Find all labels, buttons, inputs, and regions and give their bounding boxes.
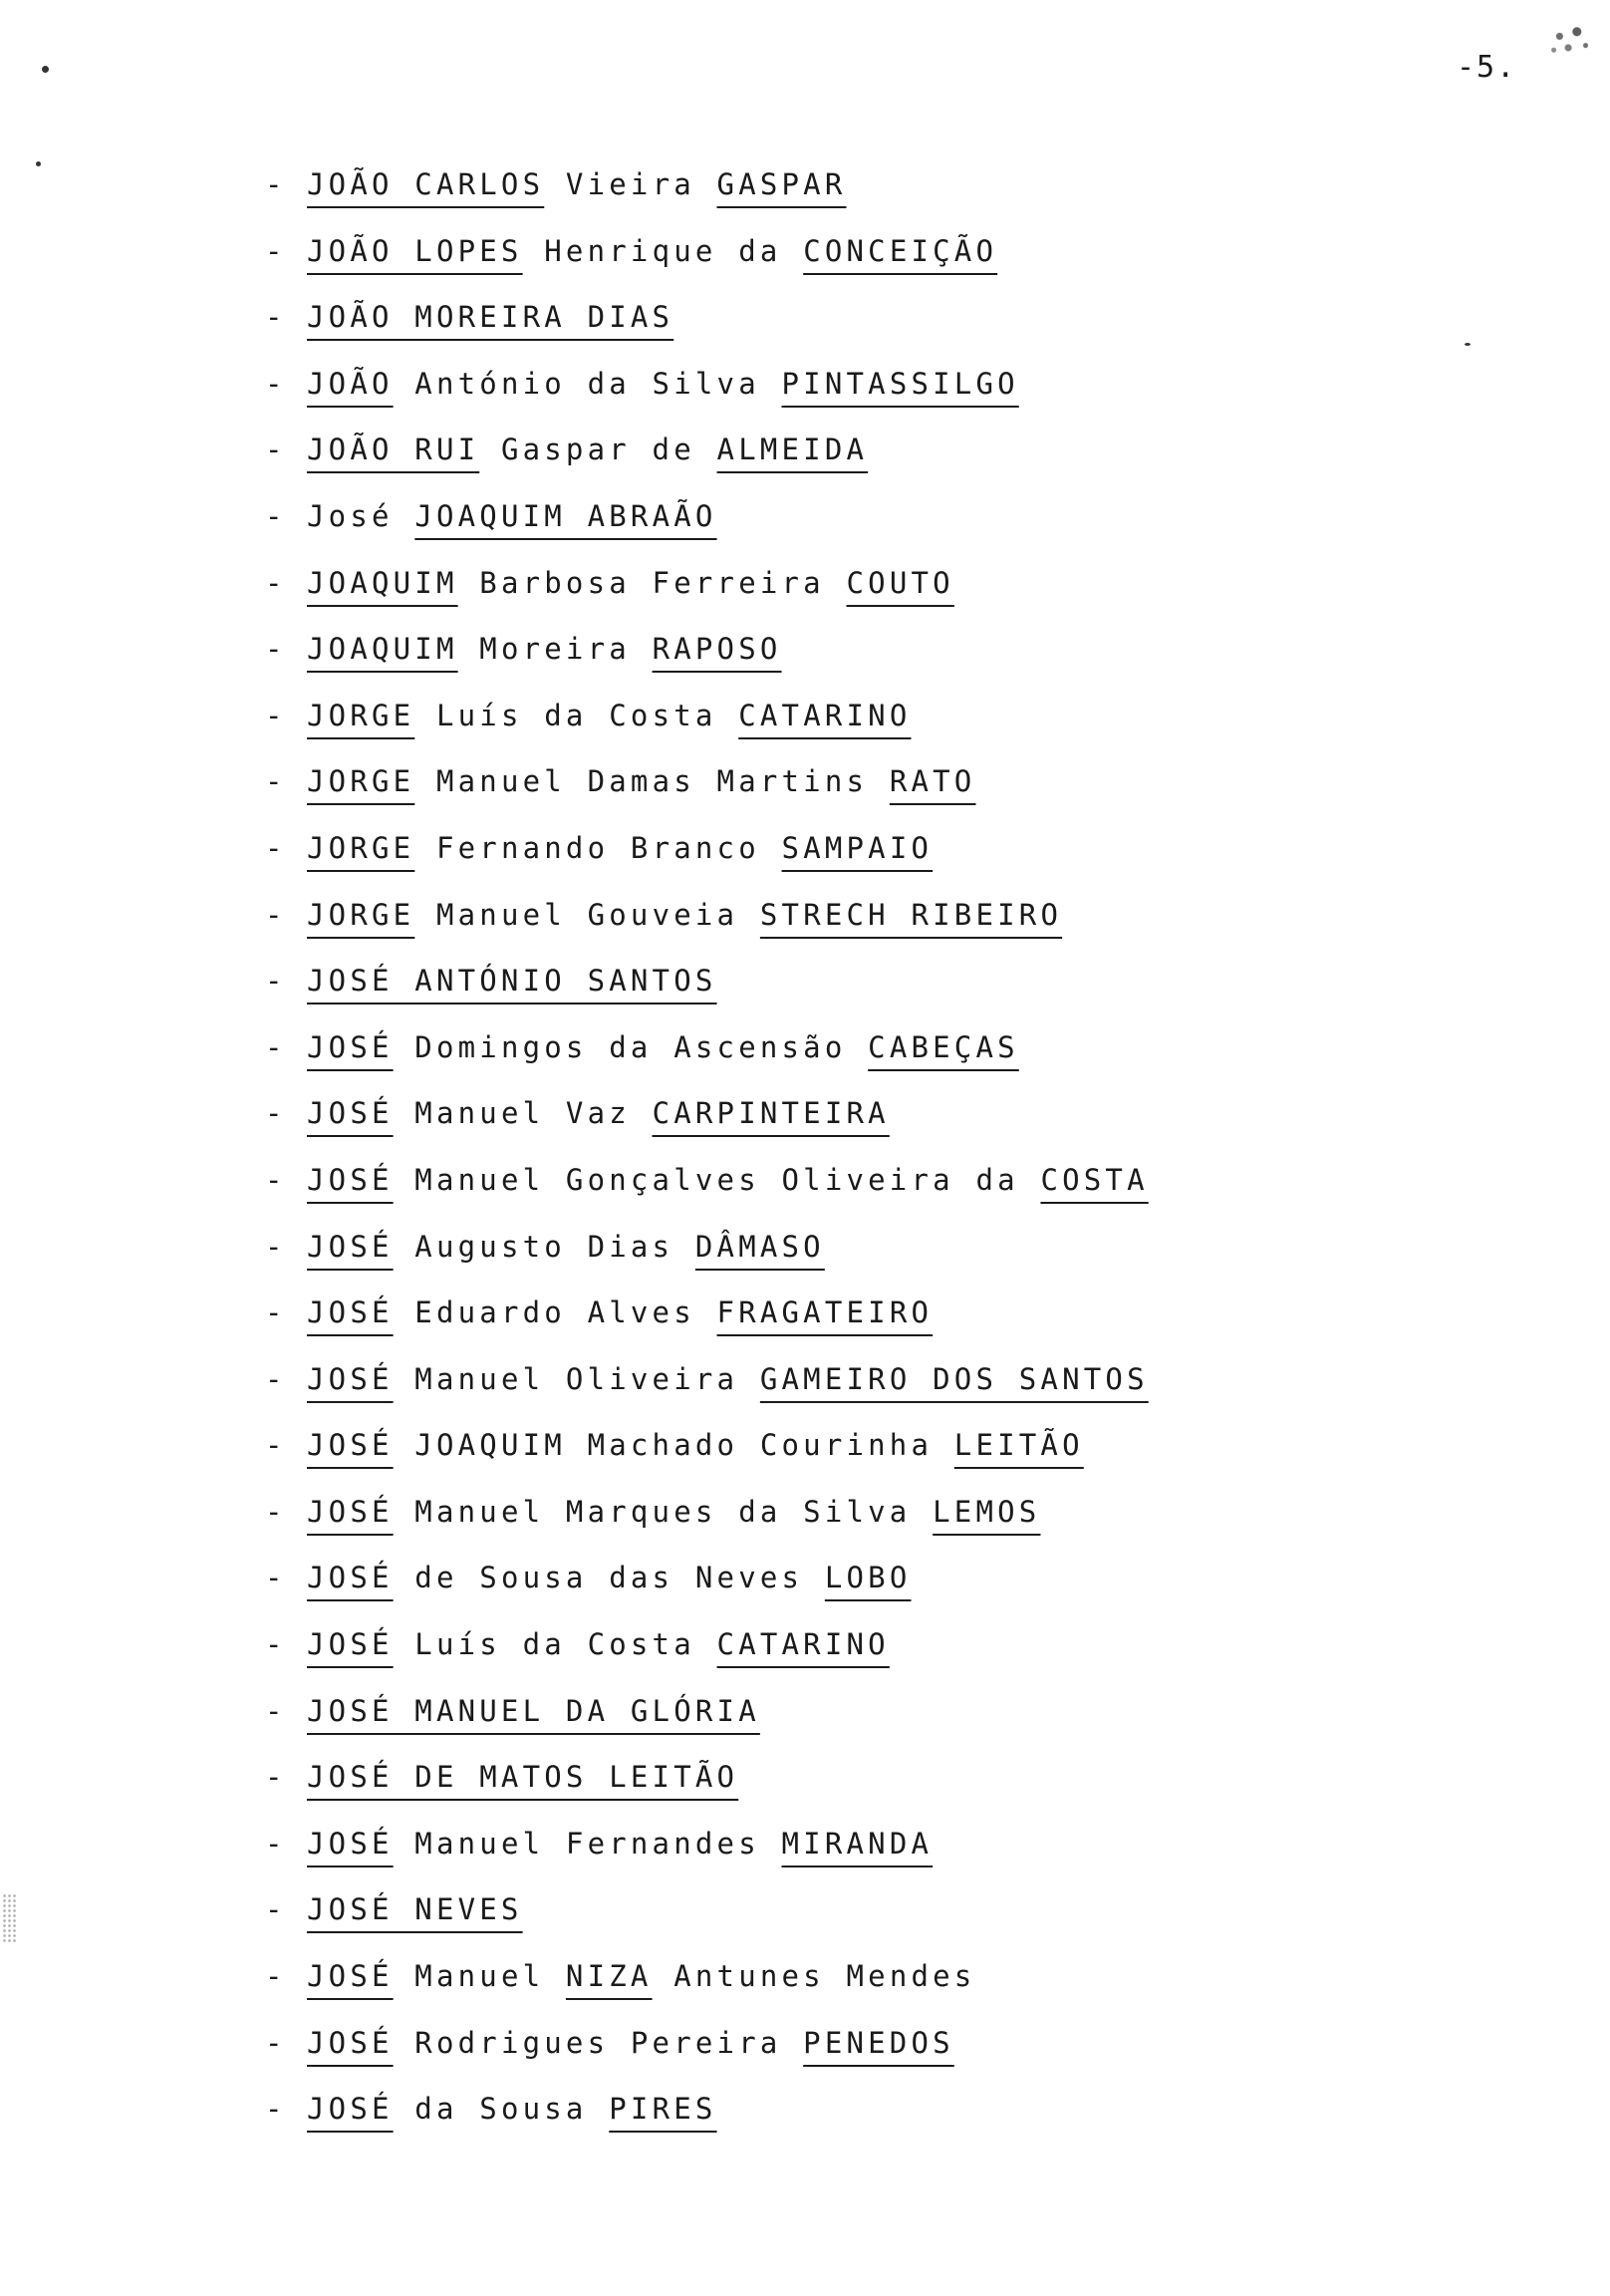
name-underlined-part: CABEÇAS bbox=[868, 1029, 1019, 1064]
list-item bbox=[265, 1030, 1149, 1097]
list-bullet-dash: - bbox=[265, 964, 287, 999]
name-part: Eduardo Alves bbox=[393, 1295, 717, 1330]
list-item bbox=[265, 2026, 1149, 2093]
name-underlined-part: JOSÉ bbox=[307, 1229, 394, 1264]
name-underlined-part: CONCEIÇÃO bbox=[803, 233, 998, 268]
name-underlined-part: DÂMASO bbox=[694, 1229, 825, 1264]
name-underlined-part: RATO bbox=[889, 764, 976, 799]
list-item bbox=[265, 1627, 1149, 1694]
list-bullet-dash: - bbox=[265, 1162, 287, 1197]
list-item bbox=[265, 2092, 1149, 2158]
page-number: -5. bbox=[1457, 50, 1517, 85]
list-item bbox=[265, 566, 1149, 633]
list-bullet-dash: - bbox=[265, 1029, 287, 1064]
list-bullet-dash: - bbox=[265, 432, 287, 467]
name-underlined-part: RAPOSO bbox=[652, 632, 782, 667]
name-part: JOAQUIM Machado Courinha bbox=[393, 1428, 954, 1463]
scan-speck bbox=[36, 161, 41, 166]
name-underlined-part: NIZA bbox=[565, 1959, 653, 1994]
list-item bbox=[265, 831, 1149, 898]
list-bullet-dash: - bbox=[265, 1826, 287, 1861]
name-part: Manuel bbox=[393, 1959, 566, 1994]
list-bullet-dash: - bbox=[265, 1229, 287, 1264]
list-bullet-dash: - bbox=[265, 167, 287, 201]
name-underlined-part: MIRANDA bbox=[781, 1826, 934, 1861]
scan-speck bbox=[1465, 343, 1471, 346]
name-underlined-part: JOÃO bbox=[307, 366, 394, 401]
list-item bbox=[265, 1694, 1149, 1761]
list-bullet-dash: - bbox=[265, 1295, 287, 1330]
name-underlined-part: JOSÉ bbox=[307, 2025, 394, 2060]
name-part: Antunes Mendes bbox=[652, 1959, 976, 1994]
name-underlined-part: JOSÉ bbox=[307, 1096, 394, 1131]
list-bullet-dash: - bbox=[265, 300, 287, 335]
list-item bbox=[265, 1827, 1149, 1893]
list-bullet-dash: - bbox=[265, 764, 287, 799]
list-bullet-dash: - bbox=[265, 2025, 287, 2060]
name-underlined-part: JOSÉ bbox=[307, 1162, 394, 1197]
name-underlined-part: JOAQUIM bbox=[307, 565, 458, 600]
list-item bbox=[265, 367, 1149, 433]
name-underlined-part: JOSÉ bbox=[307, 1361, 394, 1396]
name-underlined-part: STRECH RIBEIRO bbox=[759, 897, 1063, 932]
list-item bbox=[265, 1561, 1149, 1627]
list-item bbox=[265, 1163, 1149, 1230]
name-underlined-part: JORGE bbox=[307, 764, 415, 799]
name-underlined-part: JOÃO LOPES bbox=[307, 233, 523, 268]
name-underlined-part: COUTO bbox=[846, 565, 954, 600]
name-underlined-part: JOSÉ ANTÓNIO SANTOS bbox=[307, 964, 717, 999]
name-underlined-part: JORGE bbox=[307, 698, 415, 732]
name-part: Augusto Dias bbox=[393, 1229, 695, 1264]
name-part: Gaspar de bbox=[479, 432, 717, 467]
name-underlined-part: JOSÉ bbox=[307, 1561, 394, 1595]
name-part: de Sousa das Neves bbox=[393, 1561, 825, 1595]
list-item bbox=[265, 1892, 1149, 1959]
list-bullet-dash: - bbox=[265, 565, 287, 600]
name-underlined-part: FRAGATEIRO bbox=[716, 1295, 934, 1330]
name-underlined-part: JOSÉ MANUEL DA GLÓRIA bbox=[307, 1693, 760, 1728]
name-underlined-part: PINTASSILGO bbox=[781, 366, 1019, 401]
name-part: Luís da Costa bbox=[393, 1627, 717, 1662]
list-bullet-dash: - bbox=[265, 1892, 287, 1927]
scan-artifact-corner bbox=[1542, 18, 1600, 64]
list-bullet-dash: - bbox=[265, 233, 287, 268]
name-part: Manuel Vaz bbox=[393, 1096, 653, 1131]
list-item bbox=[265, 432, 1149, 499]
list-bullet-dash: - bbox=[265, 1627, 287, 1662]
name-underlined-part: JOSÉ bbox=[307, 2092, 394, 2127]
name-underlined-part: CATARINO bbox=[738, 698, 912, 732]
name-part: Manuel Damas Martins bbox=[414, 764, 890, 799]
name-underlined-part: PIRES bbox=[609, 2092, 717, 2127]
list-bullet-dash: - bbox=[265, 830, 287, 865]
name-part: Rodrigues Pereira bbox=[393, 2025, 804, 2060]
name-underlined-part: GAMEIRO DOS SANTOS bbox=[759, 1361, 1149, 1396]
name-underlined-part: JOÃO RUI bbox=[307, 432, 480, 467]
list-bullet-dash: - bbox=[265, 1361, 287, 1396]
name-part: da Sousa bbox=[393, 2092, 610, 2127]
list-item bbox=[265, 1760, 1149, 1827]
scan-artifact-margin-dots bbox=[2, 1893, 16, 1943]
name-underlined-part: COSTA bbox=[1040, 1162, 1149, 1197]
name-underlined-part: JOSÉ bbox=[307, 1029, 394, 1064]
list-bullet-dash: - bbox=[265, 498, 287, 533]
list-item bbox=[265, 1096, 1149, 1163]
name-underlined-part: SAMPAIO bbox=[781, 830, 934, 865]
name-part: Moreira bbox=[457, 632, 653, 667]
name-underlined-part: JOSÉ bbox=[307, 1959, 394, 1994]
name-underlined-part: ALMEIDA bbox=[716, 432, 869, 467]
name-underlined-part: JOSÉ bbox=[307, 1295, 394, 1330]
list-bullet-dash: - bbox=[265, 1096, 287, 1131]
name-underlined-part: JOAQUIM bbox=[307, 632, 458, 667]
name-underlined-part: LOBO bbox=[824, 1561, 912, 1595]
name-underlined-part: CATARINO bbox=[716, 1627, 890, 1662]
list-item bbox=[265, 1362, 1149, 1429]
list-item bbox=[265, 1495, 1149, 1562]
list-item bbox=[265, 234, 1149, 301]
list-item bbox=[265, 964, 1149, 1030]
name-part: José bbox=[307, 498, 415, 533]
list-item bbox=[265, 300, 1149, 367]
name-underlined-part: JOSÉ bbox=[307, 1627, 394, 1662]
list-item bbox=[265, 898, 1149, 965]
name-underlined-part: JOÃO CARLOS bbox=[307, 167, 545, 201]
name-underlined-part: JOSÉ bbox=[307, 1428, 394, 1463]
name-underlined-part: JORGE bbox=[307, 897, 415, 932]
name-part: António da Silva bbox=[393, 366, 782, 401]
list-bullet-dash: - bbox=[265, 698, 287, 732]
name-underlined-part: JOSÉ DE MATOS LEITÃO bbox=[307, 1760, 739, 1795]
list-item bbox=[265, 764, 1149, 831]
list-item bbox=[265, 1295, 1149, 1362]
scan-speck bbox=[42, 66, 49, 73]
name-part: Fernando Branco bbox=[414, 830, 782, 865]
names-list bbox=[265, 167, 1149, 2158]
name-underlined-part: JOSÉ bbox=[307, 1494, 394, 1529]
name-part: Vieira bbox=[544, 167, 717, 201]
name-underlined-part: JOSÉ NEVES bbox=[307, 1892, 523, 1927]
name-underlined-part: GASPAR bbox=[716, 167, 847, 201]
list-bullet-dash: - bbox=[265, 897, 287, 932]
list-bullet-dash: - bbox=[265, 2092, 287, 2127]
name-part: Luís da Costa bbox=[414, 698, 739, 732]
list-item bbox=[265, 1428, 1149, 1495]
name-underlined-part: JOÃO MOREIRA DIAS bbox=[307, 300, 674, 335]
list-item bbox=[265, 1230, 1149, 1296]
name-underlined-part: LEMOS bbox=[933, 1494, 1041, 1529]
name-part: Manuel Gonçalves Oliveira da bbox=[393, 1162, 1041, 1197]
name-part: Manuel Fernandes bbox=[393, 1826, 782, 1861]
name-underlined-part: PENEDOS bbox=[803, 2025, 954, 2060]
list-item bbox=[265, 499, 1149, 566]
list-bullet-dash: - bbox=[265, 1561, 287, 1595]
list-bullet-dash: - bbox=[265, 366, 287, 401]
name-part: Henrique da bbox=[522, 233, 804, 268]
list-item bbox=[265, 632, 1149, 699]
list-bullet-dash: - bbox=[265, 632, 287, 667]
list-bullet-dash: - bbox=[265, 1428, 287, 1463]
name-part: Domingos da Ascensão bbox=[393, 1029, 869, 1064]
list-bullet-dash: - bbox=[265, 1693, 287, 1728]
list-bullet-dash: - bbox=[265, 1959, 287, 1994]
list-bullet-dash: - bbox=[265, 1760, 287, 1795]
name-underlined-part: CARPINTEIRA bbox=[652, 1096, 890, 1131]
list-item bbox=[265, 167, 1149, 234]
name-underlined-part: JOAQUIM ABRAÃO bbox=[414, 498, 717, 533]
name-part: Barbosa Ferreira bbox=[457, 565, 847, 600]
name-underlined-part: JOSÉ bbox=[307, 1826, 394, 1861]
list-bullet-dash: - bbox=[265, 1494, 287, 1529]
name-part: Manuel Gouveia bbox=[414, 897, 760, 932]
name-part: Manuel Oliveira bbox=[393, 1361, 760, 1396]
name-part: Manuel Marques da Silva bbox=[393, 1494, 934, 1529]
list-item bbox=[265, 1959, 1149, 2026]
list-item bbox=[265, 699, 1149, 765]
name-underlined-part: LEITÃO bbox=[953, 1428, 1084, 1463]
name-underlined-part: JORGE bbox=[307, 830, 415, 865]
